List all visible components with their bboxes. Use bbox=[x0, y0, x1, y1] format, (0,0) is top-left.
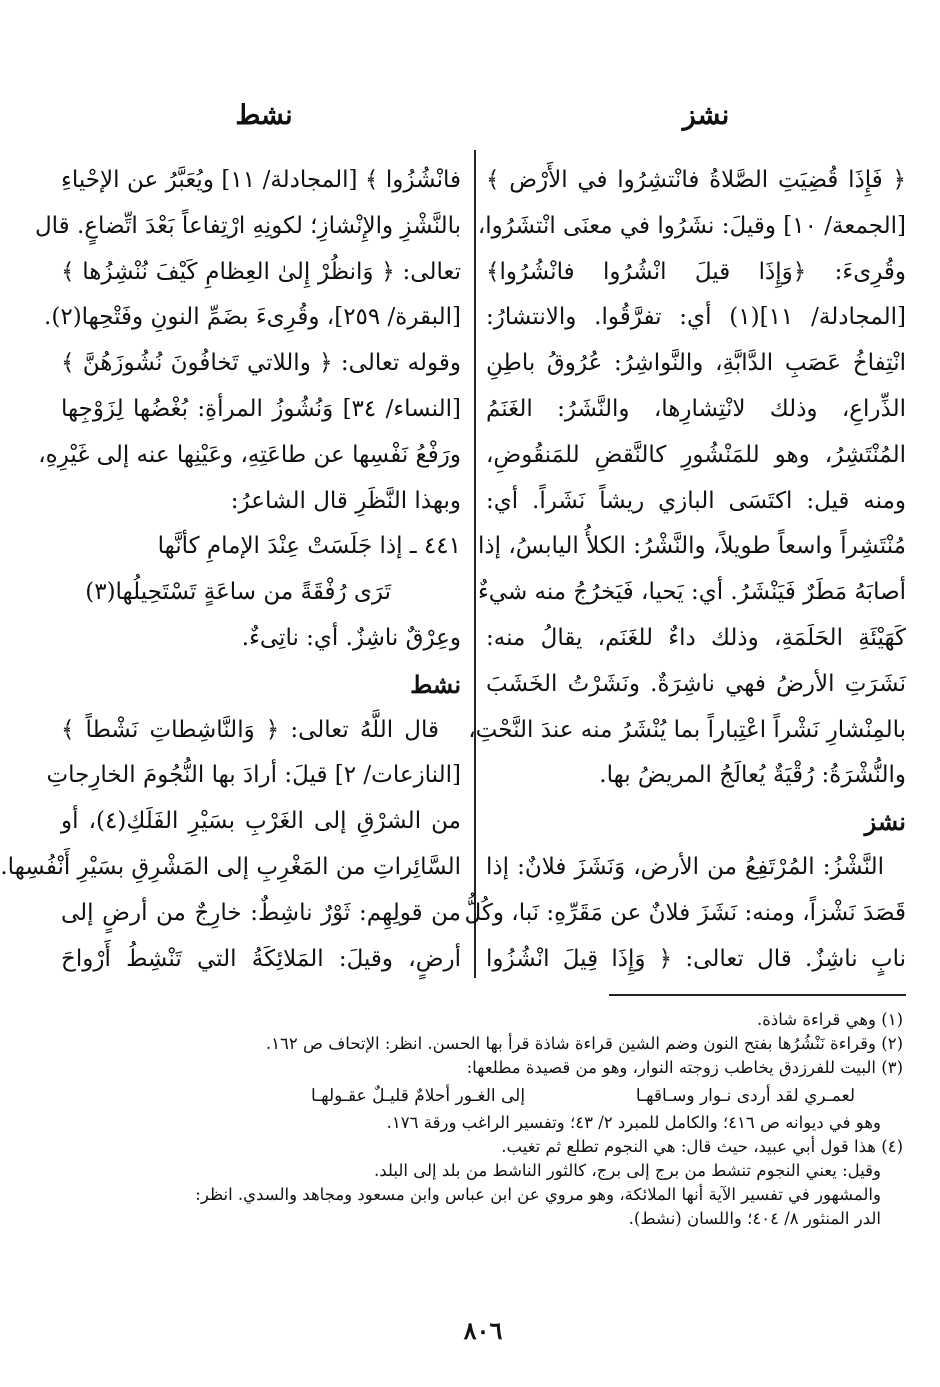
entry-heading: نشز bbox=[864, 807, 906, 837]
page-number: ٨٠٦ bbox=[463, 1316, 503, 1345]
text-line: نَشَرَتِ الأرضُ فهي ناشِرَةٌ. ونَشَرْتُ الخَشَبَ bbox=[486, 670, 906, 697]
text-line: تعالى: ﴿ وَانظُرْ إِلىٰ العِظامِ كَيْفَ نُنْشِزُها ﴾ bbox=[61, 258, 461, 285]
text-line: نابٍ ناشِزٌ. قال تعالى: ﴿ وَإِذَا قِيلَ انْشُزُوا bbox=[486, 945, 906, 972]
poem-verse-second: تَرَى رُفْقَةً من ساعَةٍ تَسْتَحِيلُها(٣) bbox=[85, 579, 391, 606]
text-line: انْتِفاخُ عَصَبِ الدَّابَّةِ، والنَّواشِرُ: عُرُوقُ باطِنِ bbox=[486, 350, 906, 377]
text-line: فانْشُزُوا ﴾ [المجادلة/ ١١] ويُعَبَّرُ عن الإحْياءِ bbox=[61, 167, 461, 193]
verse-second-hemistich: إلى الغـور أحلامٌ قليـلٌ عقـولهـا bbox=[311, 1085, 526, 1106]
verse-first-hemistich: لعمـري لقد أردى نـوار وسـاقهـا bbox=[635, 1085, 855, 1106]
text-line: المُنْتَشِرُ، وهو للمَنْشُورِ كالنَّقضِ للمَنقُوضِ، bbox=[486, 441, 906, 468]
footnote-1: (١) وهي قراءة شاذة. bbox=[757, 1010, 903, 1029]
footnote-4: (٤) هذا قول أبي عبيد، حيث قال: هي النجوم تطلع ثم تغيب. bbox=[501, 1136, 903, 1156]
text-line: الذِّراعِ، وذلك لانْتِشارِها، والنَّشَرُ: الغَنَمُ bbox=[486, 395, 906, 422]
text-line: [المجادلة/ ١١](١) أي: تفرَّقُوا. والانتشارُ: bbox=[486, 304, 906, 331]
poem-verse-first: ٤٤١ ـ إذا جَلَسَتْ عِنْدَ الإمامِ كأنَّها bbox=[157, 533, 461, 560]
text-line: وبهذا النَّظَرِ قال الشاعرُ: bbox=[230, 487, 461, 514]
entry-heading: نشط bbox=[410, 669, 461, 699]
text-line: وعِرْقٌ ناشِزٌ. أي: ناتِىءٌ. bbox=[241, 624, 461, 651]
footnote-2: (٢) وقراءة نَنْشُرُها بفتح النون وضم الشين قراءة شاذة قرأ بها الحسن. انظر: الإتحاف ص ١٦٢. bbox=[265, 1034, 903, 1054]
header-root-left: نشط bbox=[235, 100, 293, 131]
text-line: أصابَهُ مَطَرٌ فَيَنْشَرُ. أي: يَحيا، فَيَخرُجُ منه شيءٌ bbox=[477, 579, 906, 606]
footnote-4-continued: وقيل: يعني النجوم تنشط من برج إلى برج، كالثور الناشط من بلد إلى البلد. bbox=[374, 1160, 881, 1180]
left-column bbox=[0, 158, 461, 988]
footnotes bbox=[61, 1008, 903, 1298]
column-divider bbox=[474, 150, 476, 978]
text-line: قال اللَّهُ تعالى: ﴿ وَالنَّاشِطاتِ نَشْطاً ﴾ bbox=[61, 716, 439, 743]
text-line: بالمِنْشارِ نَشْراً اعْتِباراً بما يُنْشَرُ منه عندَ النَّحْتِ، bbox=[468, 716, 906, 743]
text-line: ومنه قيل: اكتَسَى البازي ريشاً نَشَراً. أي: bbox=[486, 487, 906, 514]
right-column bbox=[464, 158, 906, 988]
footnote-3-verse bbox=[61, 1081, 903, 1111]
text-line: [النساء/ ٣٤] وَنُشُوزُ المرأةِ: بُغْضُها لِزَوْجِها bbox=[61, 395, 461, 422]
text-line: وقوله تعالى: ﴿ واللاتي تَخافُونَ نُشُوزَهُنَّ ﴾ bbox=[61, 350, 461, 377]
text-line: ورَفْعُ نَفْسِها عن طاعَتِهِ، وعَيْنِها عنه إلى غَيْرِهِ، bbox=[38, 441, 461, 468]
text-line: [الجمعة/ ١٠] وقيلَ: نشَرُوا في معنَى انْتشَرُوا، bbox=[477, 212, 906, 239]
header-root-right: نشز bbox=[682, 100, 730, 131]
footnote-4-continued: والمشهور في تفسير الآية أنها الملائكة، وهو مروي عن ابن عباس وابن مسعود ومجاهد والسدي. انظر: bbox=[195, 1185, 881, 1205]
text-line: وقُرِىءَ: ﴿وَإِذَا قيلَ انْشُرُوا فانْشُرُوا﴾ bbox=[486, 258, 906, 285]
text-line: [النازعات/ ٢] قيلَ: أرادَ بها النُّجُومَ الخارِجاتِ bbox=[46, 762, 461, 789]
text-line: بالنَّشْزِ والإِنْشازِ؛ لكونِهِ ارْتِفاعاً بَعْدَ اتِّضاعٍ. قال bbox=[34, 212, 461, 239]
text-line: ﴿ فَإِذَا قُضِيَتِ الصَّلاةُ فانْتشِرُوا في الأَرْض ﴾ bbox=[486, 167, 906, 193]
text-line: كَهَيْئَةِ الحَلَمَةِ، وذلك داءٌ للغَنَم، يقالُ منه: bbox=[486, 624, 906, 651]
footnote-separator bbox=[609, 994, 906, 996]
text-line: النَّشْزُ: المُرْتَفِعُ من الأرض، وَنَشَزَ فلانٌ: إذا bbox=[486, 853, 884, 880]
footnote-3-source: وهو في ديوانه ص ٤١٦؛ والكامل للمبرد ٢/ ٤٣؛ وتفسير الراغب ورقة ١٧٦. bbox=[386, 1112, 881, 1132]
footnote-4-continued: الدر المنثور ٨/ ٤٠٤؛ واللسان (نشط). bbox=[628, 1209, 881, 1229]
text-line: من قولِهِم: ثَوْرٌ ناشِطٌ: خارِجٌ من أرضٍ إلى bbox=[61, 899, 461, 926]
footnote-3: (٣) البيت للفرزدق يخاطب زوجته النوار، وهو من قصيدة مطلعها: bbox=[466, 1058, 903, 1078]
text-line: مُنْتَشِراً واسعاً طويلاً، والنَّشْرُ: الكلأُ اليابسُ، إذا bbox=[477, 533, 906, 560]
text-line: قَصَدَ نَشْزاً، ومنه: نَشَزَ فلانٌ عن مَقَرِّهِ: نَبا، وكُلُّ bbox=[464, 899, 906, 926]
text-line: [البقرة/ ٢٥٩]، وقُرِىءَ بضَمِّ النونِ وفَتْحِها(٢). bbox=[44, 304, 461, 331]
text-line: والنُّشْرَةُ: رُقْيَةٌ يُعالَجُ المريضُ بها. bbox=[599, 762, 906, 789]
text-line: من الشرْقِ إلى الغَرْبِ بسَيْرِ الفَلَكِ(٤)، أو bbox=[61, 808, 461, 835]
text-line: السَّائِراتِ من المَغْرِبِ إلى المَشْرِقِ بسَيْرِ أَنْفُسِها. bbox=[0, 853, 461, 880]
text-line: أرضٍ، وقيلَ: المَلائِكَةُ التي تَنْشِطُ أَرْواحَ bbox=[61, 945, 461, 972]
